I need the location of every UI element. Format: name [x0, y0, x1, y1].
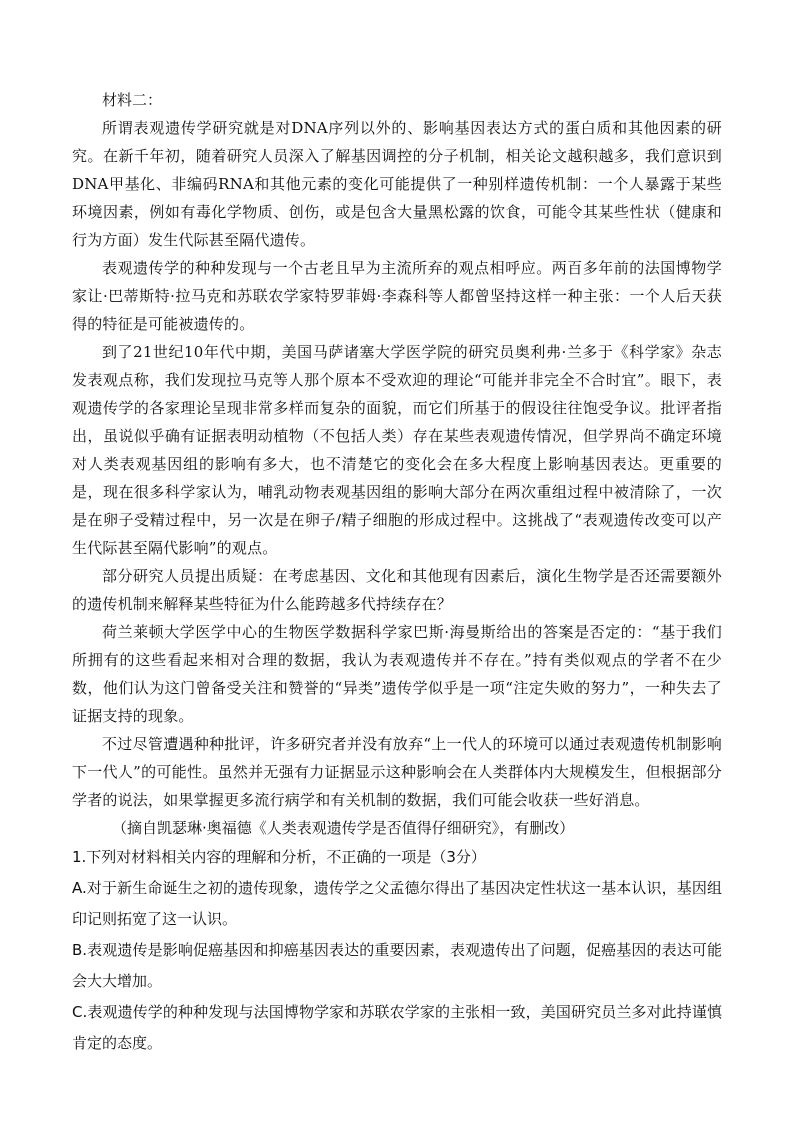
question-stem: 1.下列对材料相关内容的理解和分析，不正确的一项是（3分） — [72, 848, 486, 866]
material-paragraph-4: 部分研究人员提出质疑：在考虑基因、文化和其他现有因素后，演化生物学是否还需要额外的遗传机制来解释某些特征为什么能跨越多代持续存在？ — [72, 567, 722, 613]
question-option-b: B.表观遗传是影响促癌基因和抑癌基因表达的重要因素，表观遗传出了问题，促癌基因的表达可能会大大增加。 — [72, 941, 722, 990]
material-paragraph-3: 到了21世纪10年代中期，美国马萨诸塞大学医学院的研究员奥利弗·兰多于《科学家》杂志发表观点称，我们发现拉马克等人那个原本不受欢迎的理论“可能并非完全不合时宜”。眼下，表观遗传学的各家理论呈现非常多样而复杂的面貌，而它们所基于的假设往往饱受争议。批评者指出，虽说似乎确有证据表明动植物（不包括人类）存在某些表观遗传情况，但学界尚不确定环境对人类表观基因组的影响有多大，也不清楚它的变化会在多大程度上影响基因表达。更重要的是，现在很多科学家认为，哺乳动物表观基因组的影响大部分在两次重组过程中被清除了，一次是在卵子受精过程中，另一次是在卵子/精子细胞的形成过程中。这挑战了“表观遗传改变可以产生代际甚至隔代影响”的观点。 — [72, 343, 722, 557]
material-paragraph-1: 所谓表观遗传学研究就是对DNA序列以外的、影响基因表达方式的蛋白质和其他因素的研究。在新千年初，随着研究人员深入了解基因调控的分子机制，相关论文越积越多，我们意识到DNA甲基化、非编码RNA和其他元素的变化可能提供了一种别样遗传机制：一个人暴露于某些环境因素，例如有毒化学物质、创伤，或是包含大量黑松露的饮食，可能令其某些性状（健康和行为方面）发生代际甚至隔代遗传。 — [72, 119, 722, 249]
material-paragraph-2: 表观遗传学的种种发现与一个古老且早为主流所弃的观点相呼应。两百多年前的法国博物学家让·巴蒂斯特·拉马克和苏联农学家特罗菲姆·李森科等人都曾坚持这样一种主张：一个人后天获得的特征是可能被遗传的。 — [72, 259, 722, 333]
material-paragraph-6: 不过尽管遭遇种种批评，许多研究者并没有放弃“上一代人的环境可以通过表观遗传机制影响下一代人”的可能性。虽然并无强有力证据显示这种影响会在人类群体内大规模发生，但根据部分学者的说法，如果掌握更多流行病学和有关机制的数据，我们可能会收获一些好消息。 — [72, 735, 722, 809]
question-option-a: A.对于新生命诞生之初的遗传现象，遗传学之父孟德尔得出了基因决定性状这一基本认识，基因组印记则拓宽了这一认识。 — [72, 879, 722, 928]
material-source: （摘自凯瑟琳·奥福德《人类表观遗传学是否值得仔细研究》，有删改） — [112, 819, 575, 837]
document-page — [72, 86, 722, 1059]
material-paragraph-5: 荷兰莱顿大学医学中心的生物医学数据科学家巴斯·海曼斯给出的答案是否定的：“基于我们所拥有的这些看起来相对合理的数据，我认为表观遗传并不存在。”持有类似观点的学者不在少数，他们认为这门曾备受关注和赞誉的“异类”遗传学似乎是一项“注定失败的努力”，一种失去了证据支持的现象。 — [72, 623, 722, 725]
question-option-c: C.表观遗传学的种种发现与法国博物学家和苏联农学家的主张相一致，美国研究员兰多对此持谨慎肯定的态度。 — [72, 1003, 722, 1052]
material-heading: 材料二： — [102, 91, 163, 109]
